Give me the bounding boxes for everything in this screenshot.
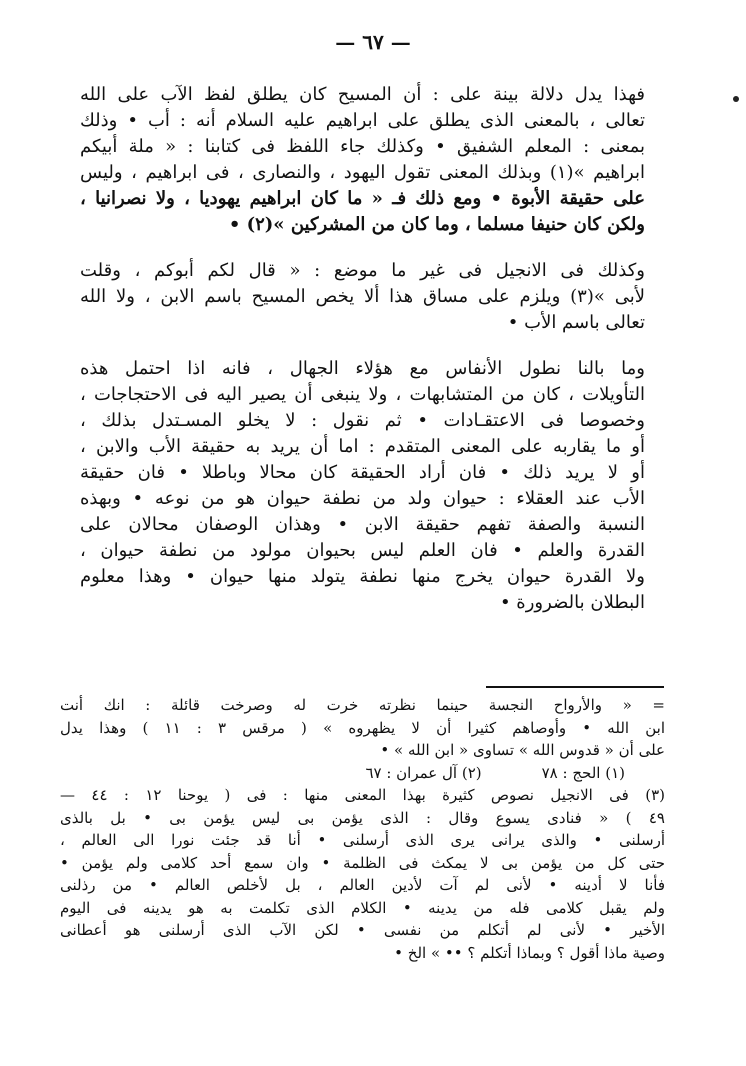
paragraph-2 bbox=[80, 258, 645, 336]
text-line: النسبة والصفة تفهم حقيقة الابن • وهذان الوصفان محالان على bbox=[80, 514, 645, 535]
text-line: أو ما يقاربه على المعنى المتقدم : اما أن يريد به حقيقة الأب والابن ، bbox=[80, 436, 645, 457]
text-line: الأب عند العقلاء : حيوان ولد من نطفة حيوان هو من نوعه • وبهذه bbox=[80, 488, 645, 509]
footnote-line: فأنا لا أدينه • لأنى لم آت لأدين العالم ، بل لأخلص العالم • من رذلنى bbox=[60, 876, 665, 894]
footnote-references bbox=[60, 762, 665, 785]
footnote-3 bbox=[60, 784, 665, 964]
page-number: — ٦٧ — bbox=[335, 30, 411, 54]
footnote-line: (٣) فى الانجيل نصوص كثيرة بهذا المعنى منها : فى ( يوحنا ١٢ : ٤٤ — bbox=[60, 786, 665, 804]
footnotes bbox=[60, 694, 665, 964]
footnote-line: على أن « قدوس الله » تساوى « ابن الله » • bbox=[380, 741, 665, 759]
text-line: تعالى باسم الأب • bbox=[507, 312, 645, 333]
footnote-line: وصية ماذا أقول ؟ وبماذا أتكلم ؟ •• » الخ • bbox=[394, 943, 665, 962]
footnote-ref-2: (٢) آل عمران : ٦٧ bbox=[365, 763, 482, 782]
text-line: ولا القدرة حيوان يخرج منها نطفة يتولد منها حيوان • وهذا معلوم bbox=[80, 566, 645, 587]
footnote-line: ابن الله • وأوصاهم كثيرا أن لا يظهروه » ( مرقس ٣ : ١١ ) وهذا يدل bbox=[60, 718, 665, 737]
text-line: القدرة والعلم • فان العلم ليس بحيوان مولود من نطفة حيوان ، bbox=[80, 540, 645, 561]
footnote-line: الأخير • لأنى لم أتكلم من نفسى • لكن الآب الذى أرسلنى هو أعطانى bbox=[60, 921, 665, 939]
footnote-divider bbox=[486, 686, 664, 688]
main-text bbox=[80, 82, 645, 636]
text-line: وما بالنا نطول الأنفاس مع هؤلاء الجهال ، فانه اذا احتمل هذه bbox=[80, 358, 645, 379]
text-line: فهذا يدل دلالة بينة على : أن المسيح كان يطلق لفظ الآب على الله bbox=[80, 84, 645, 105]
text-line: ابراهيم »(١) وبذلك المعنى تقول اليهود ، والنصارى ، فى ابراهيم ، وليس bbox=[80, 162, 645, 183]
footnote-line: ولم يقبل كلامى فله من يدينه • الكلام الذى تكلمت به هو يدينه فى اليوم bbox=[60, 898, 665, 917]
text-line: أو لا يريد ذلك • فان أراد الحقيقة كان محالا وباطلا • فان حقيقة bbox=[80, 462, 645, 483]
paragraph-1 bbox=[80, 82, 645, 238]
footnote-line: ٤٩ ) « فنادى يسوع وقال : الذى يؤمن بى ليس يؤمن بى • بل بالذى bbox=[60, 808, 665, 827]
text-line: لأبى »(٣) ويلزم على مساق هذا ألا يخص المسيح باسم الابن ، ولا الله bbox=[80, 286, 645, 307]
text-line: التأويلات ، كان من المتشابهات ، ولا ينبغى أن يصير اليه فى الاحتجاجات ، bbox=[80, 384, 645, 405]
footnote-line: حتى كل من يؤمن بى لا يمكث فى الظلمة • وان سمع أحد كلامى ولم يؤمن • bbox=[60, 853, 665, 872]
text-line: وكذلك فى الانجيل فى غير ما موضع : « قال لكم أبوكم ، وقلت bbox=[80, 260, 645, 281]
text-line: وخصوصا فى الاعتقـادات • ثم نقول : لا يخلو المسـتدل بذلك ، bbox=[80, 410, 645, 431]
text-line: بمعنى : المعلم الشفيق • وكذلك جاء اللفظ فى كتابنا : « ملة أبيكم bbox=[80, 136, 645, 157]
footnote-ref-1: (١) الحج : ٧٨ bbox=[541, 763, 625, 782]
footnote-line: = « والأرواح النجسة حينما نظرته خرت له وصرخت قائلة : انك أنت bbox=[60, 696, 665, 714]
margin-dot bbox=[733, 96, 739, 102]
footnote-continuation bbox=[60, 694, 665, 762]
text-line: ولكن كان حنيفا مسلما ، وما كان من المشركين »(٢) • bbox=[228, 214, 645, 235]
text-line: البطلان بالضرورة • bbox=[499, 592, 645, 613]
paragraph-3 bbox=[80, 356, 645, 616]
footnote-line: أرسلنى • والذى يرانى يرى الذى أرسلنى • أنا قد جئت نورا الى العالم ، bbox=[60, 831, 665, 849]
text-line: تعالى ، بالمعنى الذى يطلق على ابراهيم عليه السلام أنه : أب • وذلك bbox=[80, 110, 645, 131]
text-line: على حقيقة الأبوة • ومع ذلك فـ « ما كان ابراهيم يهوديا ، ولا نصرانيا ، bbox=[80, 188, 645, 209]
